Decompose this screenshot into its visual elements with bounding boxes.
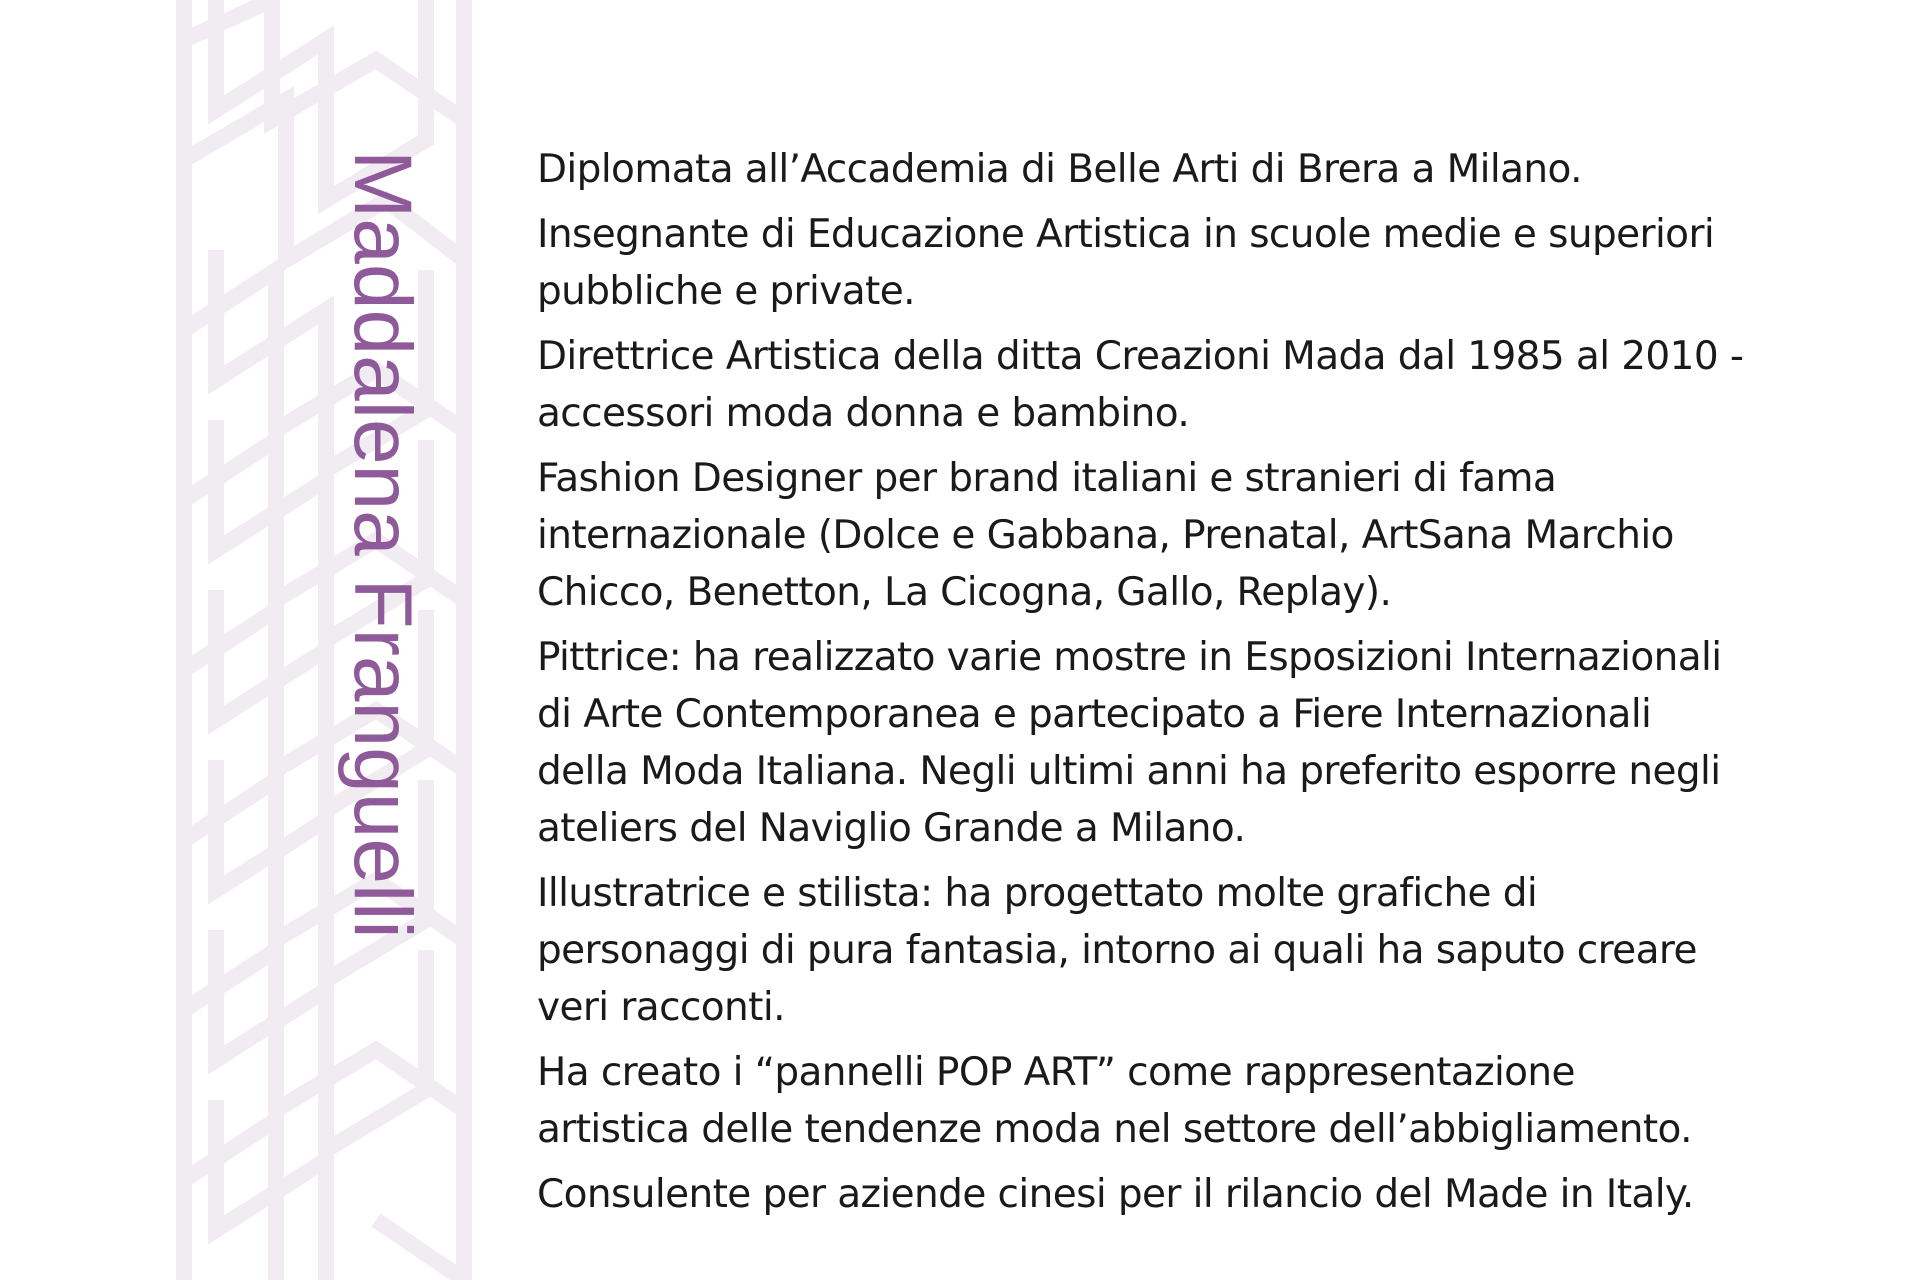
biography-text xyxy=(537,141,1797,1231)
bio-paragraph: Pittrice: ha realizzato varie mostre in Esposizioni Internazionali di Arte Contemporanea e partecipato a Fiere Internazionali della Moda Italiana. Negli ultimi anni ha preferito esporre negli ateliers del Naviglio Grande a Milano. xyxy=(537,635,1722,851)
bio-paragraph: Insegnante di Educazione Artistica in scuole medie e superiori pubbliche e private. xyxy=(537,212,1715,314)
bio-paragraph: Consulente per aziende cinesi per il rilancio del Made in Italy. xyxy=(537,1172,1694,1217)
bio-paragraph: Direttrice Artistica della ditta Creazioni Mada dal 1985 al 2010 - accessori moda donna e bambino. xyxy=(537,334,1744,436)
author-name: Maddalena Franguelli xyxy=(337,150,428,939)
bio-paragraph: Fashion Designer per brand italiani e stranieri di fama internazionale (Dolce e Gabbana, Prenatal, ArtSana Marchio Chicco, Benetton, La Cicogna, Gallo, Replay). xyxy=(537,456,1674,615)
bio-paragraph: Illustratrice e stilista: ha progettato molte grafiche di personaggi di pura fantasia, intorno ai quali ha saputo creare veri racconti. xyxy=(537,871,1697,1030)
bio-paragraph: Diplomata all’Accademia di Belle Arti di Brera a Milano. xyxy=(537,147,1582,192)
vertical-title-container xyxy=(334,150,430,1030)
bio-paragraph: Ha creato i “pannelli POP ART” come rappresentazione artistica delle tendenze moda nel settore dell’abbigliamento. xyxy=(537,1050,1692,1152)
